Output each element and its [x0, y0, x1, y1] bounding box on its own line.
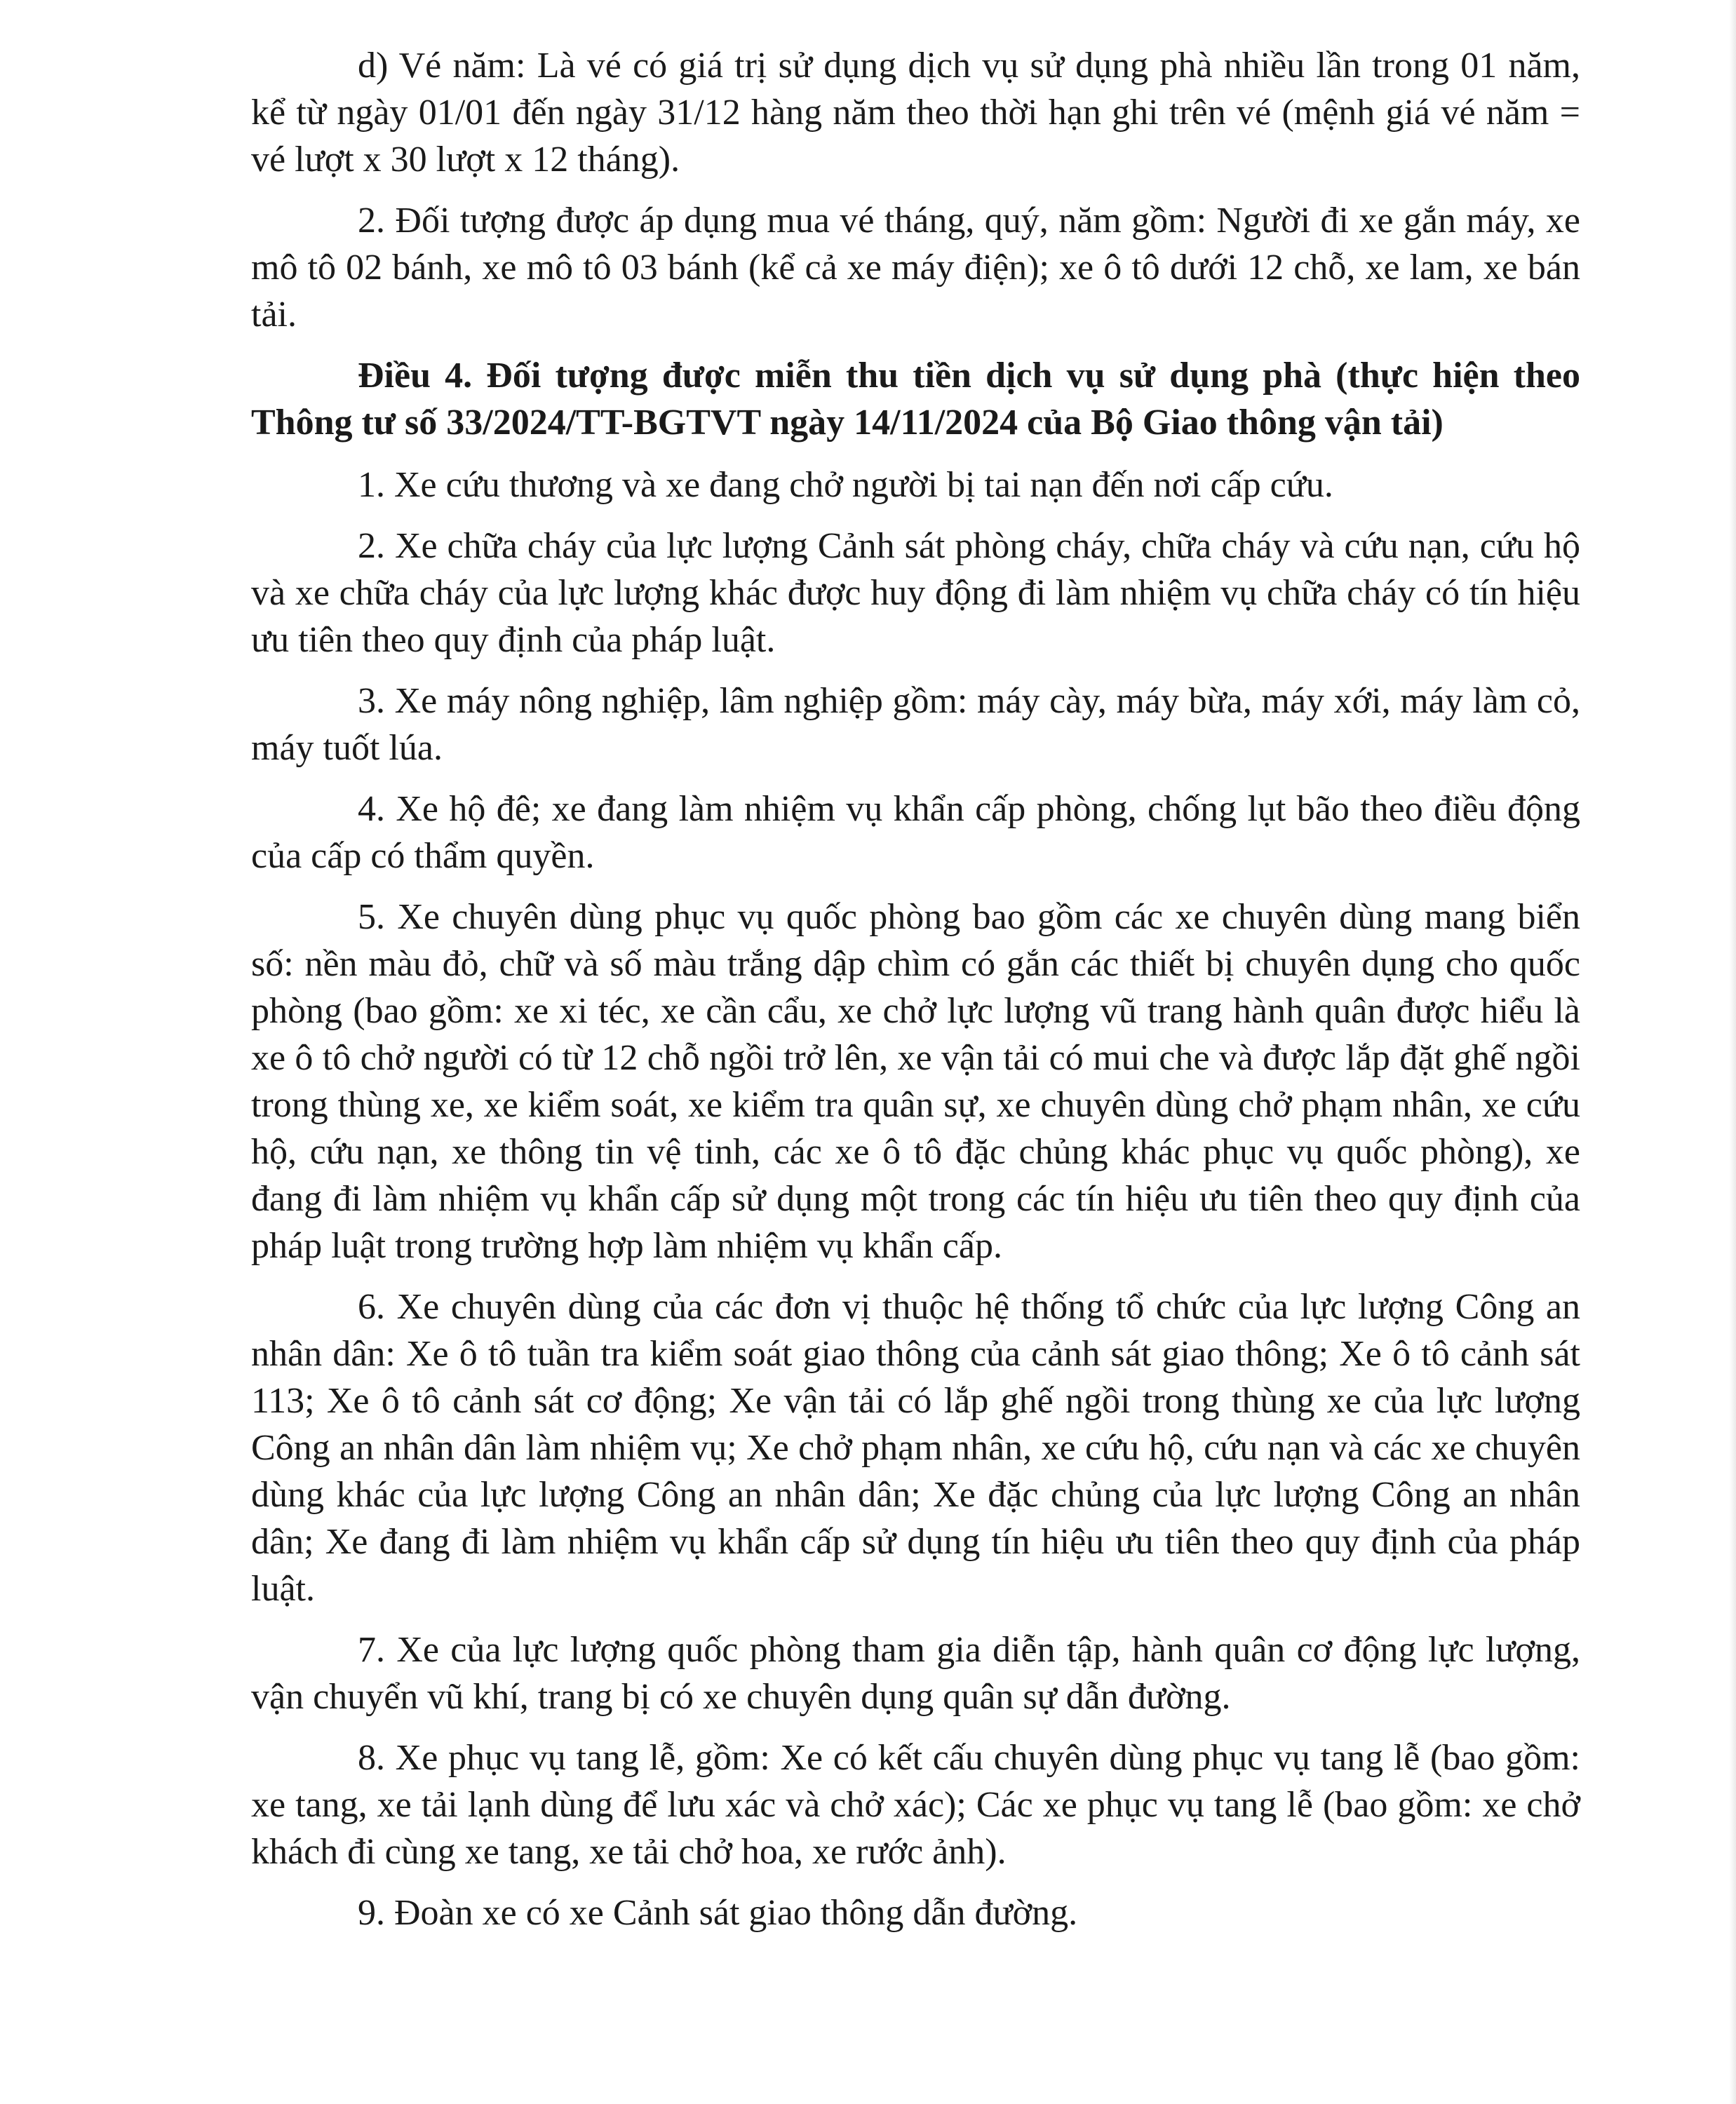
- exemption-item-1: 1. Xe cứu thương và xe đang chở người bị tai nạn đến nơi cấp cứu.: [358, 465, 1333, 505]
- scan-edge-shadow: [1729, 0, 1736, 2104]
- exemption-item-7: 7. Xe của lực lượng quốc phòng tham gia diễn tập, hành quân cơ động lực lượng, vận chuyển vũ khí, trang bị có xe chuyên dụng quân sự dẫn đường.: [251, 1630, 1580, 1717]
- paragraph-annual-ticket: d) Vé năm: Là vé có giá trị sử dụng dịch vụ sử dụng phà nhiều lần trong 01 năm, kể từ ngày 01/01 đến ngày 31/12 hàng năm theo thời hạn ghi trên vé (mệnh giá vé năm = vé lượt x 30 lượt x 12 tháng).: [251, 46, 1580, 180]
- exemption-item-8: 8. Xe phục vụ tang lễ, gồm: Xe có kết cấu chuyên dùng phục vụ tang lễ (bao gồm: xe tang, xe tải lạnh dùng để lưu xác và chở xác); Các xe phục vụ tang lễ (bao gồm: xe chở khách đi cùng xe tang, xe tải chở hoa, xe rước ảnh).: [251, 1738, 1580, 1872]
- document-page: [251, 42, 1580, 1936]
- article-4-heading: Điều 4. Đối tượng được miễn thu tiền dịch vụ sử dụng phà (thực hiện theo Thông tư số 33/2024/TT-BGTVT ngày 14/11/2024 của Bộ Giao thông vận tải): [251, 356, 1580, 443]
- exemption-item-9: 9. Đoàn xe có xe Cảnh sát giao thông dẫn đường.: [358, 1893, 1078, 1933]
- exemption-item-6: 6. Xe chuyên dùng của các đơn vị thuộc hệ thống tổ chức của lực lượng Công an nhân dân: Xe ô tô tuần tra kiểm soát giao thông của cảnh sát giao thông; Xe ô tô cảnh sát 113; Xe ô tô cảnh sát cơ động; Xe vận tải có lắp ghế ngồi trong thùng xe của lực lượng Công an nhân dân làm nhiệm vụ; Xe chở phạm nhân, xe cứu hộ, cứu nạn và các xe chuyên dùng khác của lực lượng Công an nhân dân; Xe đặc chủng của lực lượng Công an nhân dân; Xe đang đi làm nhiệm vụ khẩn cấp sử dụng tín hiệu ưu tiên theo quy định của pháp luật.: [251, 1287, 1580, 1609]
- paragraph-ticket-eligibility: 2. Đối tượng được áp dụng mua vé tháng, quý, năm gồm: Người đi xe gắn máy, xe mô tô 02 bánh, xe mô tô 03 bánh (kể cả xe máy điện); xe ô tô dưới 12 chỗ, xe lam, xe bán tải.: [251, 201, 1580, 335]
- exemption-item-4: 4. Xe hộ đê; xe đang làm nhiệm vụ khẩn cấp phòng, chống lụt bão theo điều động của cấp có thẩm quyền.: [251, 789, 1580, 876]
- exemption-item-3: 3. Xe máy nông nghiệp, lâm nghiệp gồm: máy cày, máy bừa, máy xới, máy làm cỏ, máy tuốt lúa.: [251, 681, 1580, 768]
- exemption-item-5: 5. Xe chuyên dùng phục vụ quốc phòng bao gồm các xe chuyên dùng mang biển số: nền màu đỏ, chữ và số màu trắng dập chìm có gắn các thiết bị chuyên dụng cho quốc phòng (bao gồm: xe xi téc, xe cần cẩu, xe chở lực lượng vũ trang hành quân được hiểu là xe ô tô chở người có từ 12 chỗ ngồi trở lên, xe vận tải có mui che và được lắp đặt ghế ngồi trong thùng xe, xe kiểm soát, xe kiểm tra quân sự, xe chuyên dùng chở phạm nhân, xe cứu hộ, cứu nạn, xe thông tin vệ tinh, các xe ô tô đặc chủng khác phục vụ quốc phòng), xe đang đi làm nhiệm vụ khẩn cấp sử dụng một trong các tín hiệu ưu tiên theo quy định của pháp luật trong trường hợp làm nhiệm vụ khẩn cấp.: [251, 897, 1580, 1266]
- exemption-item-2: 2. Xe chữa cháy của lực lượng Cảnh sát phòng cháy, chữa cháy và cứu nạn, cứu hộ và xe chữa cháy của lực lượng khác được huy động đi làm nhiệm vụ chữa cháy có tín hiệu ưu tiên theo quy định của pháp luật.: [251, 526, 1580, 660]
